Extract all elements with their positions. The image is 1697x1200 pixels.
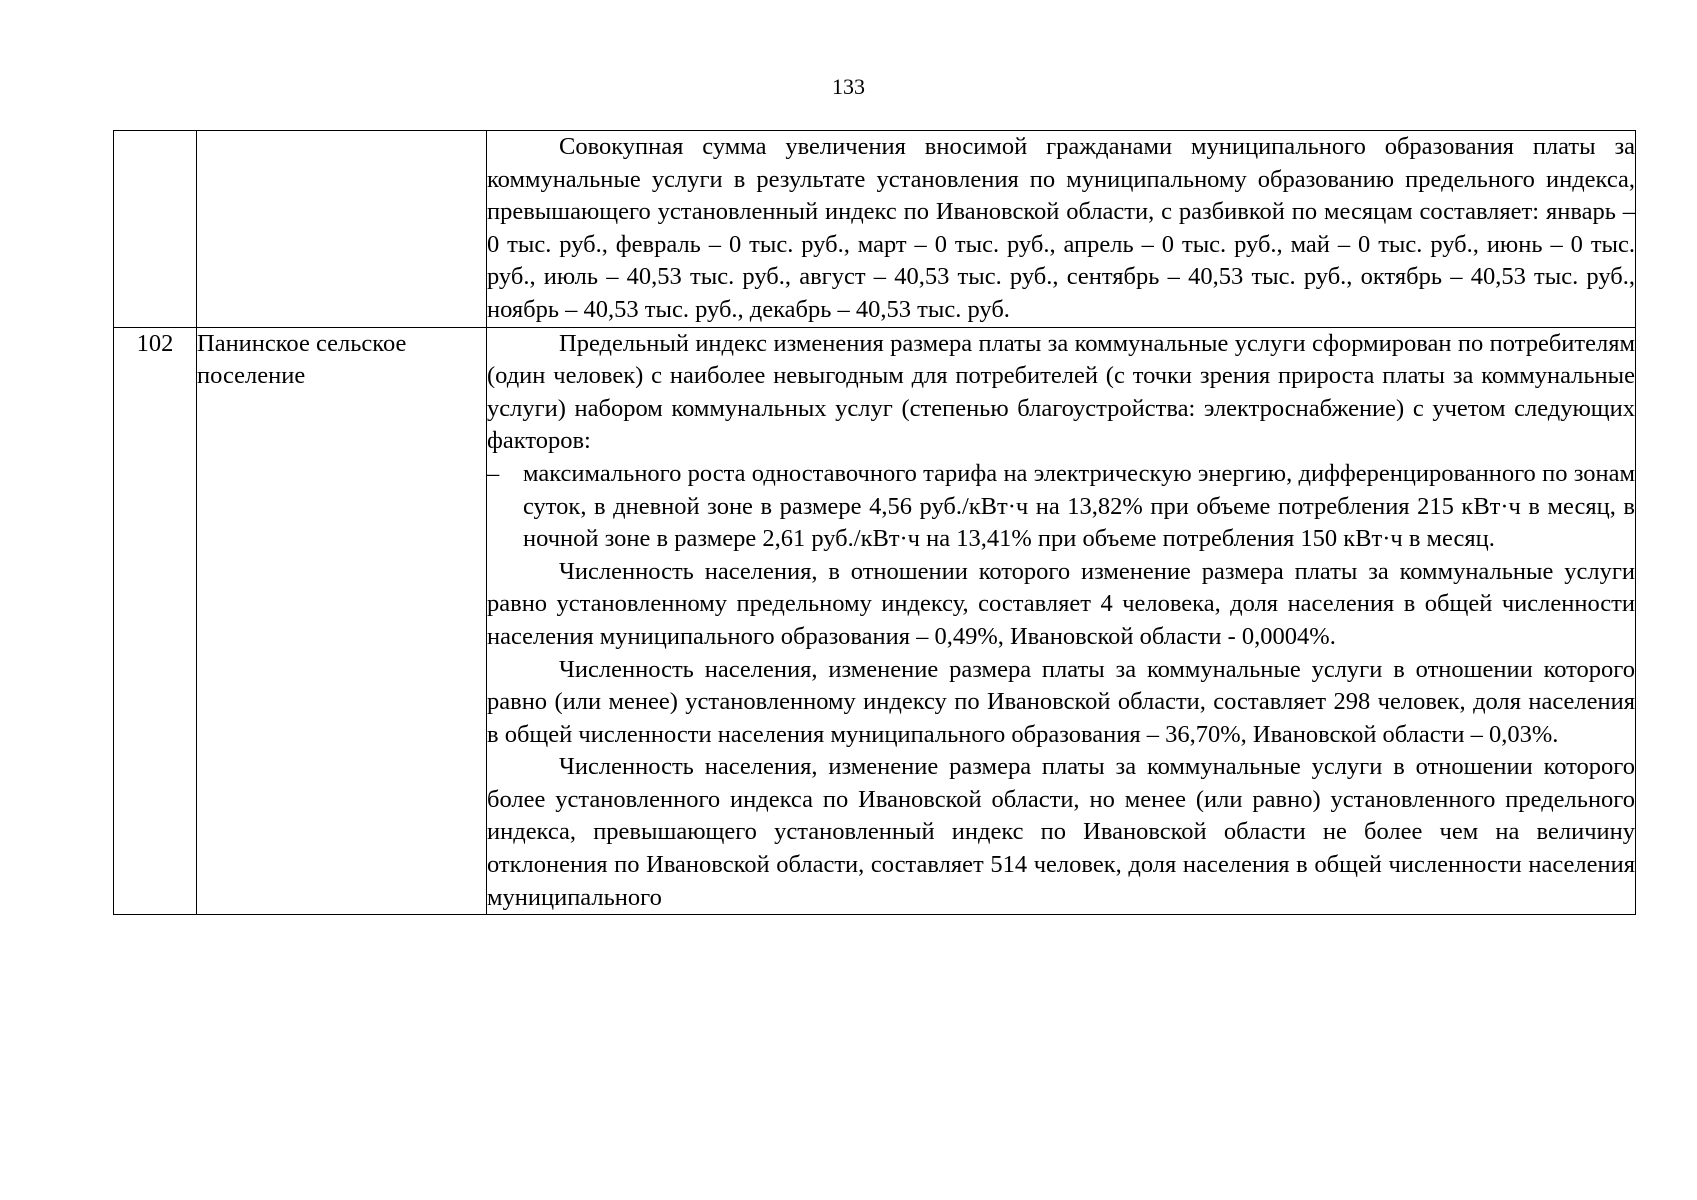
factor-text: максимального роста одноставочного тарифа на электрическую энергию, дифференцированного по зонам суток, в дневной зоне в размере 4,56 руб./кВт·ч на 13,82% при объеме потребления 215 кВт·ч в месяц, в ночной зоне в размере 2,61 руб./кВт·ч на 13,41% при объеме потребления 150 кВт·ч в месяц. [523, 459, 1635, 553]
index-intro-paragraph: Предельный индекс изменения размера платы за коммунальные услуги сформирован по потребителям (один человек) с наиболее невыгодным для потребителей (с точки зрения прироста платы за коммунальные услуги) набором коммунальных услуг (степенью благоустройства: электроснабжение) с учетом следующих факторов: [487, 329, 1635, 455]
description-cell [487, 131, 1636, 328]
page-number: 133 [832, 74, 865, 99]
municipality-name-cell [197, 131, 487, 328]
table-row [114, 327, 1636, 915]
description-cell [487, 327, 1636, 915]
row-number-cell [114, 131, 197, 328]
row-number-cell: 102 [114, 327, 197, 915]
population-above-paragraph: Численность населения, изменение размера платы за коммунальные услуги в отношении которого более установленного индекса по Ивановской области, но менее (или равно) установленного предельного индекса, превышающего установленный индекс по Ивановской области не более чем на величину отклонения по Ивановской области, составляет 514 человек, доля населения в общей численности населения муниципального [487, 753, 1635, 911]
payment-increase-paragraph: Совокупная сумма увеличения вносимой гражданами муниципального образования платы за коммунальные услуги в результате установления по муниципальному образованию предельного индекса, превышающего установленный индекс по Ивановской области, с разбивкой по месяцам составляет: январь – 0 тыс. руб., февраль – 0 тыс. руб., март – 0 тыс. руб., апрель – 0 тыс. руб., май – 0 тыс. руб., июнь – 0 тыс. руб., июль – 40,53 тыс. руб., август – 40,53 тыс. руб., сентябрь – 40,53 тыс. руб., октябрь – 40,53 тыс. руб., ноябрь – 40,53 тыс. руб., декабрь – 40,53 тыс. руб. [487, 133, 1635, 323]
municipal-index-table [113, 130, 1636, 915]
population-below-paragraph: Численность населения, изменение размера платы за коммунальные услуги в отношении которого равно (или менее) установленному индексу по Ивановской области, составляет 298 человек, доля населения в общей численности населения муниципального образования – 36,70%, Ивановской области – 0,03%. [487, 655, 1635, 748]
list-dash: – [487, 459, 500, 487]
population-equal-paragraph: Численность населения, в отношении которого изменение размера платы за коммунальные услуги равно установленному предельному индексу, составляет 4 человека, доля населения в общей численности населения муниципального образования – 0,49%, Ивановской области - 0,0004%. [487, 557, 1635, 650]
table-row [114, 131, 1636, 328]
municipality-name-cell: Панинское сельское поселение [197, 327, 487, 915]
factor-list-item [487, 458, 1635, 556]
